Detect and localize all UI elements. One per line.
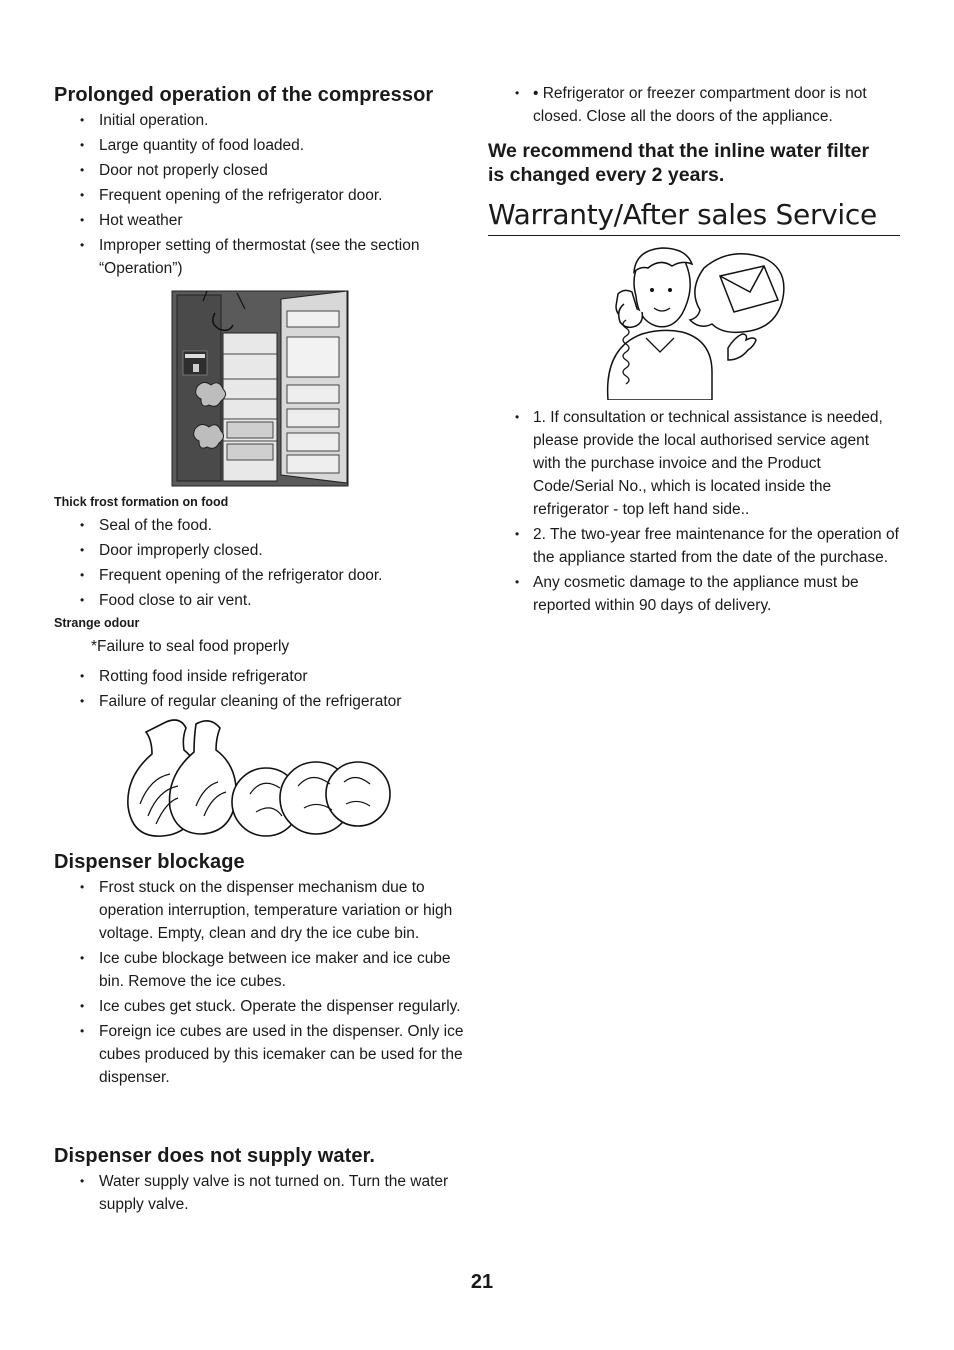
list-item: • Ice cubes get stuck. Operate the dispenser regularly. [54,995,466,1018]
list-item: • Improper setting of thermostat (see the section “Operation”) [54,234,466,280]
list-item: • Foreign ice cubes are used in the dispenser. Only ice cubes produced by this icemaker can be used for the dispenser. [54,1020,466,1089]
warranty-title: Warranty/After sales Service [488,198,877,231]
wrapped-food-illustration [126,716,392,840]
frost-list [54,514,466,614]
odour-heading: Strange odour [54,616,140,630]
list-item: • Frequent opening of the refrigerator door. [54,184,466,207]
list-item: • Any cosmetic damage to the appliance must be reported within 90 days of delivery. [488,571,900,617]
recommend-heading: We recommend that the inline water filter is changed every 2 years. [488,140,870,186]
water-heading: Dispenser does not supply water. [54,1145,376,1167]
list-item: • Food close to air vent. [54,589,466,612]
list-item: • Door improperly closed. [54,539,466,562]
list-item: • • Refrigerator or freezer compartment door is not closed. Close all the doors of the appliance. [488,82,900,128]
odour-note: *Failure to seal food properly [91,638,290,655]
blockage-heading: Dispenser blockage [54,851,245,873]
odour-list [54,665,466,715]
open-refrigerator-illustration [171,289,349,488]
frost-heading: Thick frost formation on food [54,495,229,509]
water-list [54,1170,466,1218]
warranty-list [488,406,900,619]
list-item: • 1. If consultation or technical assistance is needed, please provide the local authorised service agent with the purchase invoice and the Product Code/Serial No., which is located inside the refrigerator - top left hand side.. [488,406,900,521]
list-item: • Frequent opening of the refrigerator door. [54,564,466,587]
list-item: • Initial operation. [54,109,466,132]
list-item: • Large quantity of food loaded. [54,134,466,157]
man-on-phone-illustration [600,246,788,400]
compressor-list [54,109,466,282]
compressor-heading: Prolonged operation of the compressor [54,84,434,106]
blockage-list [54,876,466,1091]
list-item: • Rotting food inside refrigerator [54,665,466,688]
list-item: • Door not properly closed [54,159,466,182]
page-number: 21 [470,1271,494,1293]
list-item: • Frost stuck on the dispenser mechanism due to operation interruption, temperature variation or high voltage. Empty, clean and dry the ice cube bin. [54,876,466,945]
list-item: • Failure of regular cleaning of the refrigerator [54,690,466,713]
list-item: • Hot weather [54,209,466,232]
list-item: • Water supply valve is not turned on. Turn the water supply valve. [54,1170,466,1216]
door-list [488,82,900,130]
list-item: • Ice cube blockage between ice maker and ice cube bin. Remove the ice cubes. [54,947,466,993]
list-item: • 2. The two-year free maintenance for the operation of the appliance started from the date of the purchase. [488,523,900,569]
title-rule [488,235,900,236]
list-item: • Seal of the food. [54,514,466,537]
